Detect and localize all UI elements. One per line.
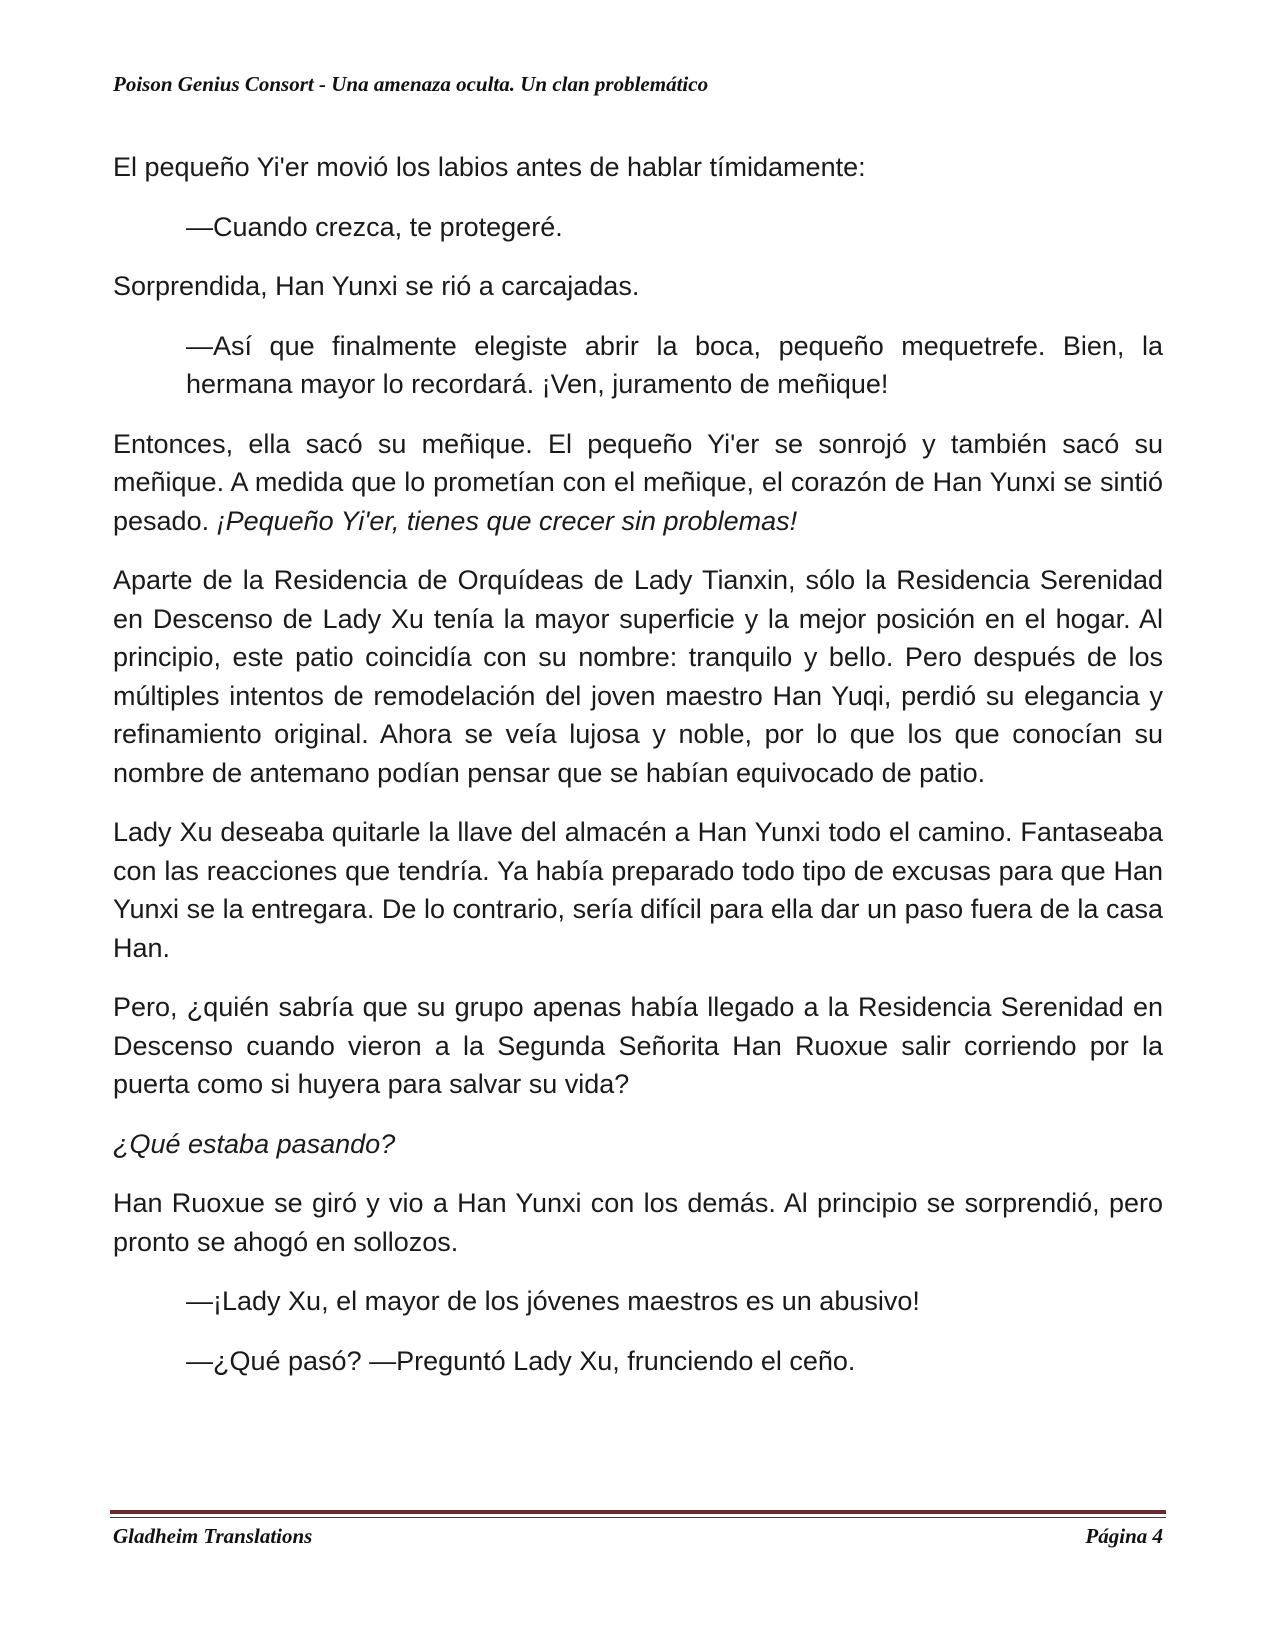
footer-translator-name: Gladheim Translations: [113, 1524, 313, 1548]
paragraph-3: [113, 425, 1163, 541]
dialogue-3: —¡Lady Xu, el mayor de los jóvenes maestros es un abusivo!: [186, 1286, 920, 1316]
paragraph-1: El pequeño Yi'er movió los labios antes de hablar tímidamente:: [113, 152, 866, 182]
paragraph-8: Han Ruoxue se giró y vio a Han Yunxi con los demás. Al principio se sorprendió, pero pronto se ahogó en sollozos.: [113, 1188, 1163, 1257]
dialogue-2: —Así que finalmente elegiste abrir la boca, pequeño mequetrefe. Bien, la hermana mayor lo recordará. ¡Ven, juramento de meñique!: [186, 330, 1163, 399]
paragraph-6: Pero, ¿quién sabría que su grupo apenas había llegado a la Residencia Serenidad en Descenso cuando vieron a la Segunda Señorita Han Ruoxue salir corriendo por la puerta como si huyera para salvar su vida?: [113, 992, 1163, 1099]
dialogue-4: —¿Qué pasó? —Preguntó Lady Xu, frunciendo el ceño.: [186, 1345, 856, 1376]
document-body: [113, 148, 1163, 1401]
dialogue-1: —Cuando crezca, te protegeré.: [186, 211, 563, 242]
footer-page-number: Página 4: [1085, 1524, 1163, 1548]
paragraph-7-italic-thought: ¿Qué estaba pasando?: [113, 1128, 396, 1159]
paragraph-5: Lady Xu deseaba quitarle la llave del almacén a Han Yunxi todo el camino. Fantaseaba con las reacciones que tendría. Ya había preparado todo tipo de excusas para que Han Yunxi se la entregara. De lo contrario, sería difícil para ella dar un paso fuera de la casa Han.: [113, 817, 1163, 963]
page-header-title: Poison Genius Consort - Una amenaza oculta. Un clan problemático: [113, 72, 709, 96]
paragraph-3-italic-thought: ¡Pequeño Yi'er, tienes que crecer sin problemas!: [216, 505, 798, 536]
paragraph-2: Sorprendida, Han Yunxi se rió a carcajadas.: [113, 271, 640, 301]
paragraph-3-text: Entonces, ella sacó su meñique. El pequeño Yi'er se sonrojó y también sacó su meñique. A medida que lo prometían con el meñique, el corazón de Han Yunxi se sintió pesado.: [113, 428, 1163, 536]
footer-divider-thick: [110, 1510, 1166, 1514]
paragraph-4: Aparte de la Residencia de Orquídeas de Lady Tianxin, sólo la Residencia Serenidad en Descenso de Lady Xu tenía la mayor superficie y la mejor posición en el hogar. Al principio, este patio coincidía con su nombre: tranquilo y bello. Pero después de los múltiples intentos de remodelación del joven maestro Han Yuqi, perdió su elegancia y refinamiento original. Ahora se veía lujosa y noble, por lo que los que conocían su nombre de antemano podían pensar que se habían equivocado de patio.: [113, 565, 1163, 788]
footer-divider-thin: [110, 1517, 1166, 1518]
